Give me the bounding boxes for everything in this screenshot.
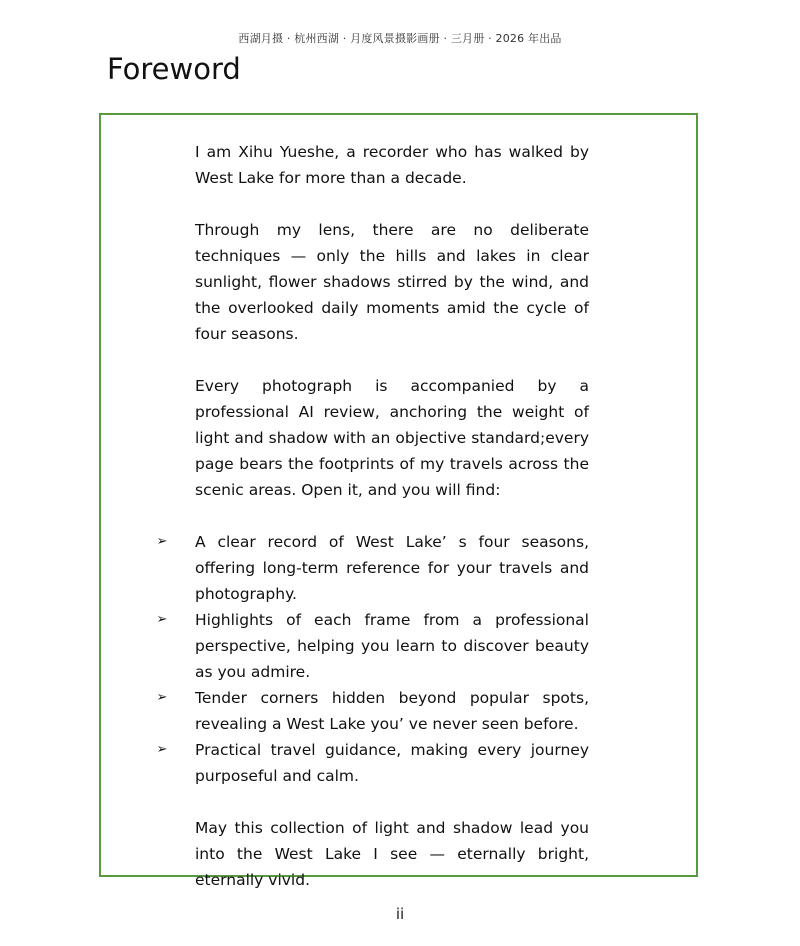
arrow-bullet-icon: ➢	[156, 742, 168, 757]
page-number: ii	[395, 905, 405, 923]
list-item	[156, 737, 589, 789]
list-item-text: A clear record of West Lake’ s four seasons, offering long-term reference for your travels and photography.	[195, 533, 589, 603]
list-item-text: Tender corners hidden beyond popular spots, revealing a West Lake you’ ve never seen before.	[195, 689, 589, 733]
paragraph-intro: I am Xihu Yueshe, a recorder who has walked by West Lake for more than a decade.	[195, 143, 589, 187]
list-item	[156, 685, 589, 737]
list-item-text: Practical travel guidance, making every journey purposeful and calm.	[195, 741, 589, 785]
list-item-text: Highlights of each frame from a professional perspective, helping you learn to discover beauty as you admire.	[195, 611, 589, 681]
foreword-body	[156, 139, 589, 893]
paragraph-lens: Through my lens, there are no deliberate techniques — only the hills and lakes in clear sunlight, flower shadows stirred by the wind, and the overlooked daily moments amid the cycle of four seasons.	[195, 221, 589, 343]
paragraph-closing: May this collection of light and shadow lead you into the West Lake I see — eternally bright, eternally vivid.	[195, 819, 589, 889]
arrow-bullet-icon: ➢	[156, 612, 168, 627]
arrow-bullet-icon: ➢	[156, 690, 168, 705]
highlights-list	[156, 529, 589, 789]
running-header: 西湖月摄 · 杭州西湖 · 月度风景摄影画册 · 三月册 · 2026 年出品	[238, 32, 562, 45]
page-title: Foreword	[107, 52, 241, 86]
list-item	[156, 607, 589, 685]
arrow-bullet-icon: ➢	[156, 534, 168, 549]
list-item	[156, 529, 589, 607]
paragraph-review: Every photograph is accompanied by a professional AI review, anchoring the weight of light and shadow with an objective standard;every page bears the footprints of my travels across the scenic areas. Open it, and you will find:	[195, 377, 589, 499]
